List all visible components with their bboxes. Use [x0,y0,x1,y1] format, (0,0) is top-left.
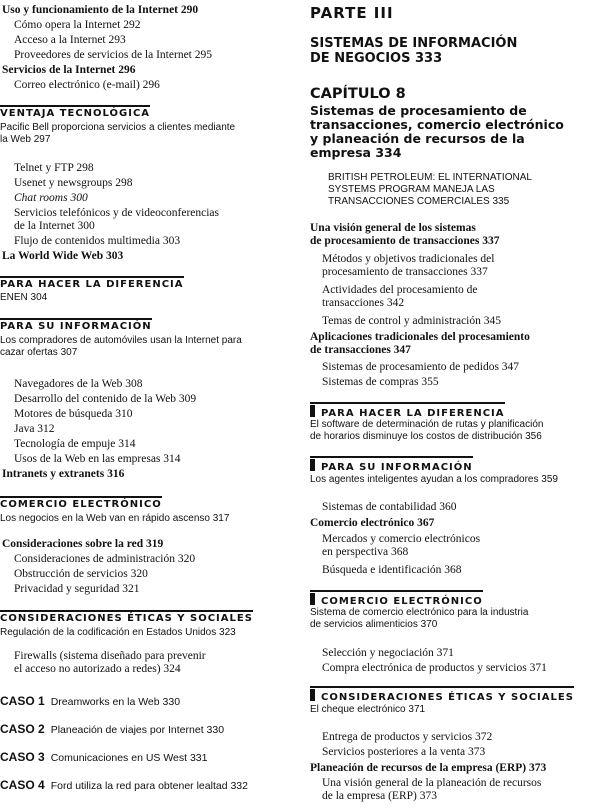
toc-entry: Telnet y FTP 298 [14,162,94,174]
box-heading: COMERCIO ELECTRÓNICO [0,496,162,510]
toc-entry: Comercio electrónico 367 [310,517,435,529]
toc-entry: Java 312 [14,423,55,435]
toc-entry: Uso y funcionamiento de la Internet 290 [2,4,199,16]
toc-entry: Consideraciones sobre la red 319 [2,538,164,550]
section-marker-icon [310,593,315,605]
toc-entry: Acceso a la Internet 293 [14,34,126,46]
toc-entry: Usenet y newsgroups 298 [14,177,133,189]
toc-entry: Sistemas de contabilidad 360 [322,501,457,513]
toc-entry: Métodos y objetivos tradicionales del procesamiento de transacciones 337 [322,253,495,278]
section-marker-icon [310,689,315,701]
toc-entry: Chat rooms 300 [14,192,88,204]
toc-entry: Servicios posteriores a la venta 373 [322,746,486,758]
case-entry: CASO 3 Comunicaciones en US West 331 [0,750,208,764]
toc-entry: Una visión general de los sistemas de procesamiento de transacciones 337 [310,222,500,247]
toc-entry: Servicios de la Internet 296 [2,64,136,76]
box-body: Pacific Bell proporciona servicios a clientes mediante la Web 297 [0,122,236,145]
toc-entry: Selección y negociación 371 [322,647,454,659]
toc-entry: Planeación de recursos de la empresa (ERP) 373 [310,762,547,774]
part-heading: PARTE III [310,4,394,22]
box-body: El software de determinación de rutas y planificación de horarios disminuye los costos de distribución 356 [310,419,544,442]
part-title: SISTEMAS DE INFORMACIÓN DE NEGOCIOS 333 [310,36,518,66]
toc-entry: Desarrollo del contenido de la Web 309 [14,393,197,405]
toc-entry: Consideraciones de administración 320 [14,553,196,565]
toc-entry: Actividades del procesamiento de transacciones 342 [322,284,478,309]
toc-entry: Una visión general de la planeación de recursos de la empresa (ERP) 373 [322,777,542,802]
toc-entry: Búsqueda e identificación 368 [322,564,462,576]
toc-entry: Correo electrónico (e-mail) 296 [14,79,160,91]
opening-case: BRITISH PETROLEUM: EL INTERNATIONAL SYSTEMS PROGRAM MANEJA LAS TRANSACCIONES COMERCIALES 335 [328,172,532,207]
toc-entry: Intranets y extranets 316 [2,468,125,480]
box-body: El cheque electrónico 371 [310,704,426,715]
case-entry: CASO 4 Ford utiliza la red para obtener lealtad 332 [0,778,248,792]
box-body: ENEN 304 [0,292,48,303]
toc-entry: Navegadores de la Web 308 [14,378,143,390]
box-heading: VENTAJA TECNOLÓGICA [0,105,150,119]
box-heading: CONSIDERACIONES ÉTICAS Y SOCIALES [310,686,574,703]
case-entry: CASO 2 Planeación de viajes por Internet 330 [0,722,225,736]
box-heading: PARA HACER LA DIFERENCIA [310,402,505,419]
toc-entry: Proveedores de servicios de la Internet 295 [14,49,212,61]
box-body: Los agentes inteligentes ayudan a los compradores 359 [310,474,558,485]
toc-entry: Privacidad y seguridad 321 [14,583,140,595]
toc-entry: Entrega de productos y servicios 372 [322,731,493,743]
box-body: Regulación de la codificación en Estados Unidos 323 [0,627,236,638]
box-body: Sistema de comercio electrónico para la industria de servicios alimenticios 370 [310,607,529,630]
toc-entry: Sistemas de compras 355 [322,376,439,388]
toc-entry: Obstrucción de servicios 320 [14,568,148,580]
chapter-title: Sistemas de procesamiento de transacciones, comercio electrónico y planeación de recursos de la empresa 334 [310,103,564,160]
toc-entry: Tecnología de empuje 314 [14,438,136,450]
box-body: Los negocios en la Web van en rápido ascenso 317 [0,513,230,524]
toc-entry: Sistemas de procesamiento de pedidos 347 [322,361,520,373]
toc-entry: Flujo de contenidos multimedia 303 [14,235,181,247]
toc-entry: Motores de búsqueda 310 [14,408,133,420]
chapter-heading: CAPÍTULO 8 [310,86,406,102]
section-marker-icon [310,405,315,417]
section-marker-icon [310,459,315,471]
box-heading: COMERCIO ELECTRÓNICO [310,590,483,607]
toc-entry: Firewalls (sistema diseñado para prevenir el acceso no autorizado a redes) 324 [14,650,206,675]
toc-entry: Usos de la Web en las empresas 314 [14,453,181,465]
toc-entry: Mercados y comercio electrónicos en perspectiva 368 [322,533,481,558]
box-heading: PARA SU INFORMACIÓN [0,318,152,332]
toc-entry: La World Wide Web 303 [2,250,124,262]
case-entry: CASO 1 Dreamworks en la Web 330 [0,694,181,708]
box-heading: PARA HACER LA DIFERENCIA [0,276,184,290]
toc-entry: Aplicaciones tradicionales del procesamiento de transacciones 347 [310,331,530,356]
toc-entry: Compra electrónica de productos y servicios 371 [322,662,547,674]
toc-entry: Servicios telefónicos y de videoconferencias de la Internet 300 [14,207,220,232]
box-heading: PARA SU INFORMACIÓN [310,456,473,473]
box-body: Los compradores de automóviles usan la Internet para cazar ofertas 307 [0,335,242,358]
box-heading: CONSIDERACIONES ÉTICAS Y SOCIALES [0,610,253,624]
toc-entry: Cómo opera la Internet 292 [14,19,141,31]
toc-entry: Temas de control y administración 345 [322,315,501,327]
